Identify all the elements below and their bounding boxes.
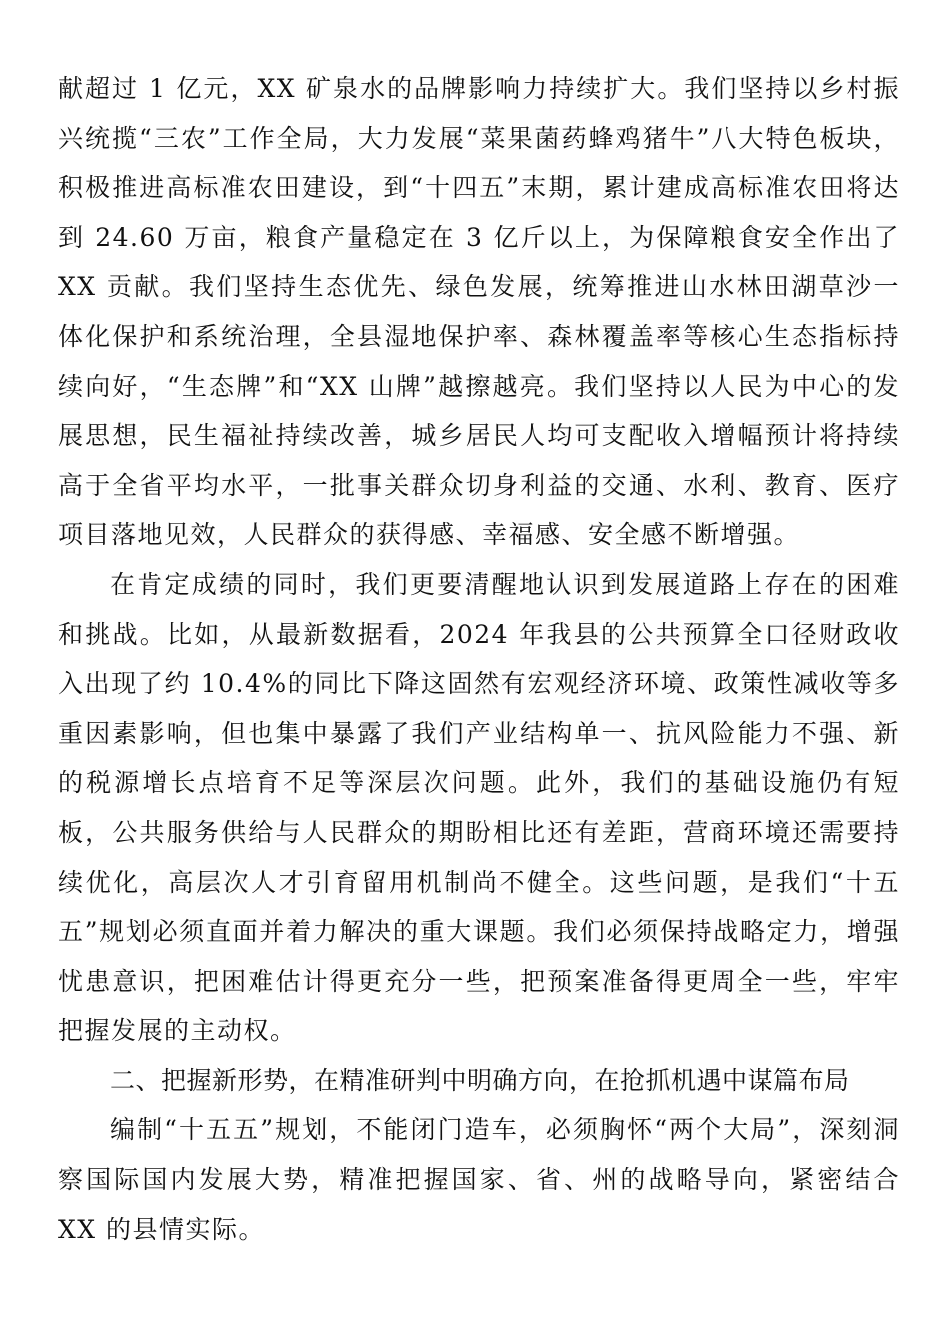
document-page <box>58 64 900 1254</box>
section-heading: 二、把握新形势，在精准研判中明确方向，在抢抓机遇中谋篇布局 <box>110 1065 850 1095</box>
paragraph-planning: 编制“十五五”规划，不能闭门造车，必须胸怀“两个大局”，深刻洞察国际国内发展大势，精准把握国家、省、州的战略导向，紧密结合 XX 的县情实际。 <box>58 1115 900 1244</box>
paragraph-challenges: 在肯定成绩的同时，我们更要清醒地认识到发展道路上存在的困难和挑战。比如，从最新数据看，2024 年我县的公共预算全口径财政收入出现了约 10.4%的同比下降这固然有宏观经济环境、政策性减收等多重因素影响，但也集中暴露了我们产业结构单一、抗风险能力不强、新的税源增长点培育不足等深层次问题。此外，我们的基础设施仍有短板，公共服务供给与人民群众的期盼相比还有差距，营商环境还需要持续优化，高层次人才引育留用机制尚不健全。这些问题，是我们“十五五”规划必须直面并着力解决的重大课题。我们必须保持战略定力，增强忧患意识，把困难估计得更充分一些，把预案准备得更周全一些，牢牢把握发展的主动权。 <box>58 569 900 1046</box>
paragraph-achievements: 献超过 1 亿元，XX 矿泉水的品牌影响力持续扩大。我们坚持以乡村振兴统揽“三农”工作全局，大力发展“菜果菌药蜂鸡猪牛”八大特色板块，积极推进高标准农田建设，到“十四五”末期，累计建成高标准农田将达到 24.60 万亩，粮食产量稳定在 3 亿斤以上，为保障粮食安全作出了 XX 贡献。我们坚持生态优先、绿色发展，统筹推进山水林田湖草沙一体化保护和系统治理，全县湿地保护率、森林覆盖率等核心生态指标持续向好，“生态牌”和“XX 山牌”越擦越亮。我们坚持以人民为中心的发展思想，民生福祉持续改善，城乡居民人均可支配收入增幅预计将持续高于全省平均水平，一批事关群众切身利益的交通、水利、教育、医疗项目落地见效，人民群众的获得感、幸福感、安全感不断增强。 <box>58 74 900 550</box>
